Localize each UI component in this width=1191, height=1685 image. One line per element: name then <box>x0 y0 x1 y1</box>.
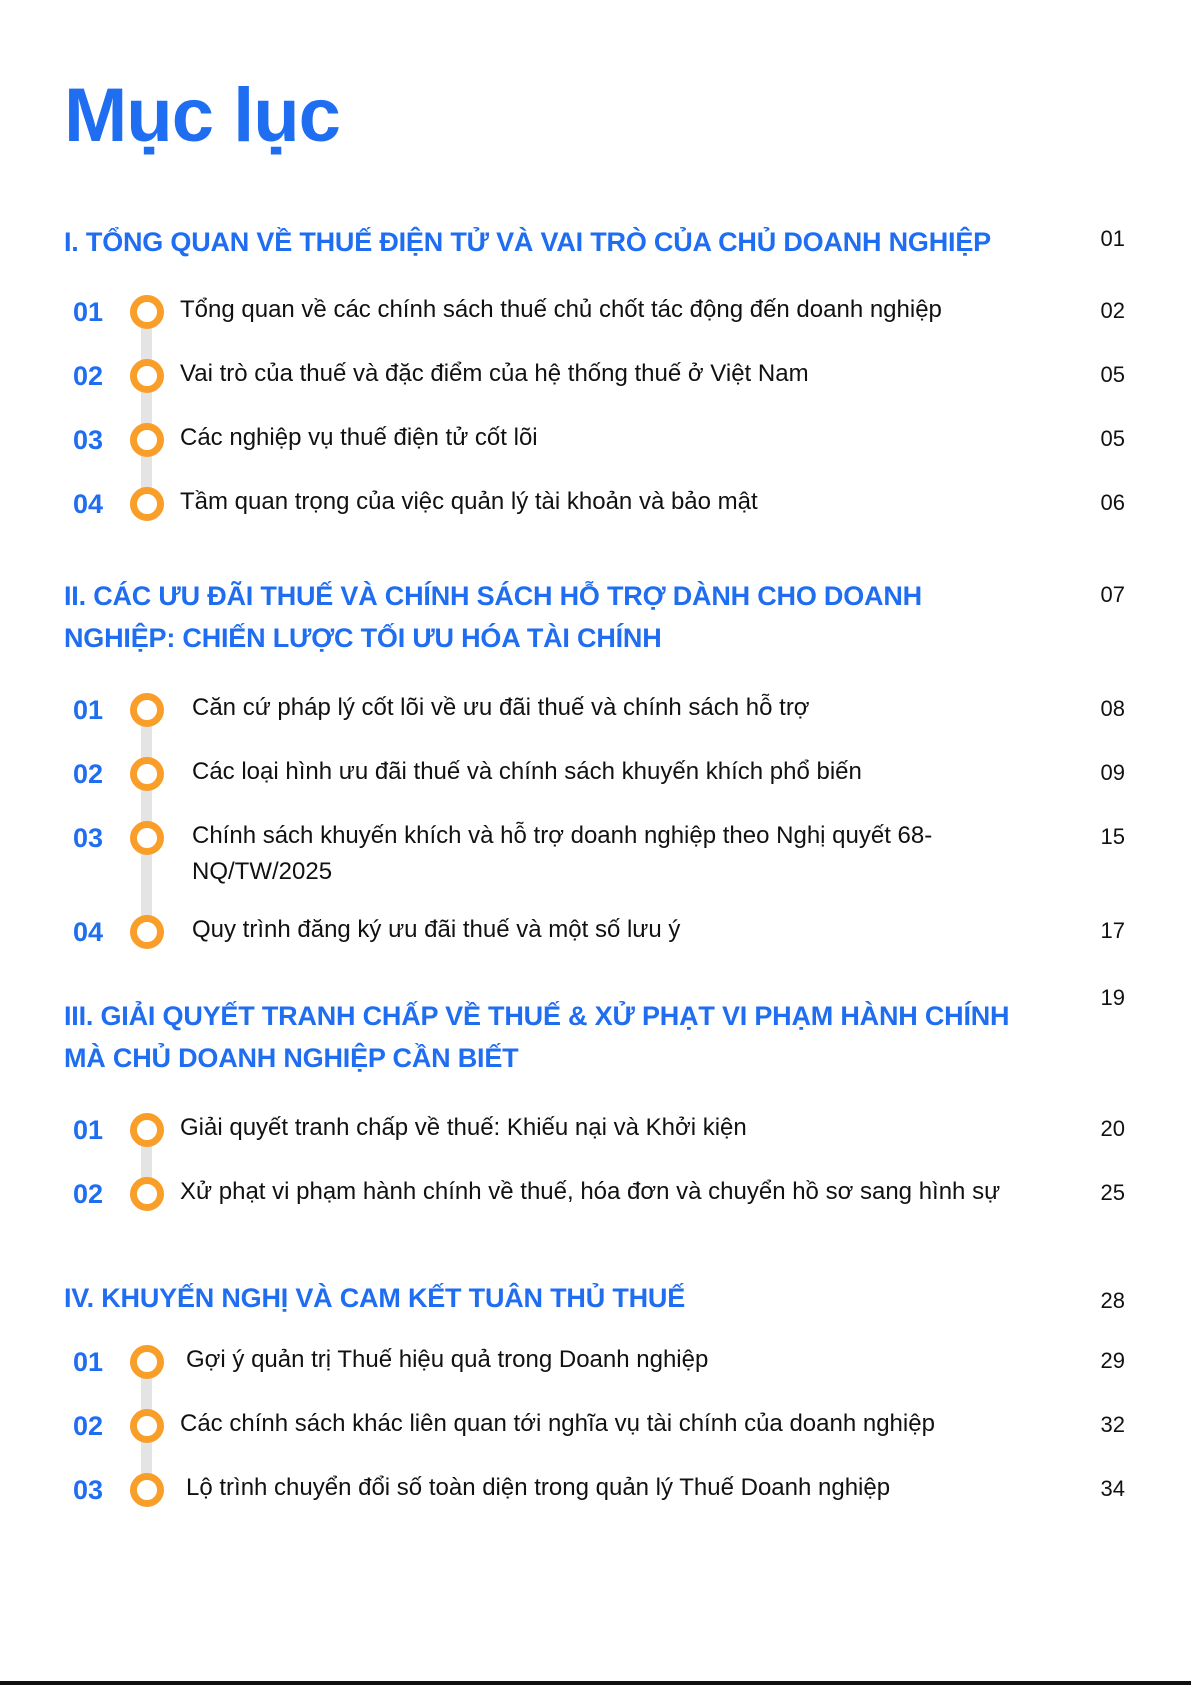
toc-item-text[interactable]: Chính sách khuyến khích và hỗ trợ doanh nghiệp theo Nghị quyết 68-NQ/TW/2025 <box>192 822 933 885</box>
section-page-number: 28 <box>1100 1288 1125 1313</box>
toc-item-text[interactable]: Lộ trình chuyển đổi số toàn diện trong quản lý Thuế Doanh nghiệp <box>186 1474 891 1501</box>
toc-item-text[interactable]: Các nghiệp vụ thuế điện tử cốt lõi <box>180 424 538 451</box>
item-number: 02 <box>72 759 104 789</box>
bottom-rule <box>0 1681 1191 1685</box>
toc-item-text[interactable]: Quy trình đăng ký ưu đãi thuế và một số lưu ý <box>192 916 681 943</box>
timeline-dot <box>130 1409 164 1443</box>
timeline-dot <box>130 1177 164 1211</box>
item-number: 03 <box>72 823 104 853</box>
toc-item-text[interactable]: Các loại hình ưu đãi thuế và chính sách khuyến khích phổ biến <box>192 758 862 785</box>
timeline-dot <box>130 757 164 791</box>
toc-item-text[interactable]: Các chính sách khác liên quan tới nghĩa vụ tài chính của doanh nghiệp <box>180 1410 935 1437</box>
timeline-dot <box>130 359 164 393</box>
toc-item-text[interactable]: Căn cứ pháp lý cốt lõi về ưu đãi thuế và chính sách hỗ trợ <box>192 694 810 721</box>
item-page-number: 09 <box>1100 760 1125 785</box>
item-number: 02 <box>72 361 104 391</box>
item-page-number: 06 <box>1100 490 1125 515</box>
item-page-number: 17 <box>1100 918 1125 943</box>
section-page-number: 01 <box>1100 226 1125 251</box>
item-page-number: 20 <box>1100 1116 1125 1141</box>
item-number: 02 <box>72 1179 104 1209</box>
section-title[interactable]: III. GIẢI QUYẾT TRANH CHẤP VỀ THUẾ & XỬ PHẠT VI PHẠM HÀNH CHÍNH MÀ CHỦ DOANH NGHIỆP CẦN BIẾT <box>64 1001 1010 1073</box>
timeline-dot <box>130 1113 164 1147</box>
section-title[interactable]: II. CÁC ƯU ĐÃI THUẾ VÀ CHÍNH SÁCH HỖ TRỢ DÀNH CHO DOANH NGHIỆP: CHIẾN LƯỢC TỐI ƯU HÓA TÀI CHÍNH <box>64 581 922 653</box>
item-number: 01 <box>72 1115 104 1145</box>
toc-item-text[interactable]: Xử phạt vi phạm hành chính về thuế, hóa đơn và chuyển hồ sơ sang hình sự <box>180 1178 1001 1205</box>
item-number: 03 <box>72 1475 104 1505</box>
timeline-dot <box>130 487 164 521</box>
item-page-number: 34 <box>1100 1476 1125 1501</box>
item-number: 04 <box>72 917 104 947</box>
timeline-dot <box>130 693 164 727</box>
timeline-dot <box>130 915 164 949</box>
item-page-number: 05 <box>1100 426 1125 451</box>
timeline-dot <box>130 423 164 457</box>
toc-item-text[interactable]: Tầm quan trọng của việc quản lý tài khoản và bảo mật <box>180 488 758 515</box>
toc-item-text[interactable]: Tổng quan về các chính sách thuế chủ chốt tác động đến doanh nghiệp <box>180 296 942 323</box>
section-page-number: 07 <box>1100 582 1125 607</box>
toc-item-text[interactable]: Gợi ý quản trị Thuế hiệu quả trong Doanh nghiệp <box>186 1346 709 1373</box>
item-page-number: 02 <box>1100 298 1125 323</box>
item-page-number: 29 <box>1100 1348 1125 1373</box>
toc-item-text[interactable]: Giải quyết tranh chấp về thuế: Khiếu nại và Khởi kiện <box>180 1114 747 1141</box>
item-number: 03 <box>72 425 104 455</box>
item-number: 01 <box>72 695 104 725</box>
timeline-dot <box>130 1473 164 1507</box>
timeline-line <box>141 708 152 930</box>
timeline-dot <box>130 821 164 855</box>
toc-item-text[interactable]: Vai trò của thuế và đặc điểm của hệ thống thuế ở Việt Nam <box>180 360 809 387</box>
section-page-number: 19 <box>1100 985 1125 1010</box>
item-number: 02 <box>72 1411 104 1441</box>
item-page-number: 32 <box>1100 1412 1125 1437</box>
item-number: 01 <box>72 297 104 327</box>
page-title: Mục lục <box>64 73 340 158</box>
timeline-line <box>141 310 152 502</box>
item-page-number: 08 <box>1100 696 1125 721</box>
item-page-number: 05 <box>1100 362 1125 387</box>
item-number: 04 <box>72 489 104 519</box>
timeline-dot <box>130 295 164 329</box>
item-number: 01 <box>72 1347 104 1377</box>
timeline-dot <box>130 1345 164 1379</box>
section-title[interactable]: IV. KHUYẾN NGHỊ VÀ CAM KẾT TUÂN THỦ THUẾ <box>64 1283 686 1313</box>
section-title[interactable]: I. TỔNG QUAN VỀ THUẾ ĐIỆN TỬ VÀ VAI TRÒ CỦA CHỦ DOANH NGHIỆP <box>64 227 991 257</box>
item-page-number: 25 <box>1100 1180 1125 1205</box>
item-page-number: 15 <box>1100 824 1125 849</box>
